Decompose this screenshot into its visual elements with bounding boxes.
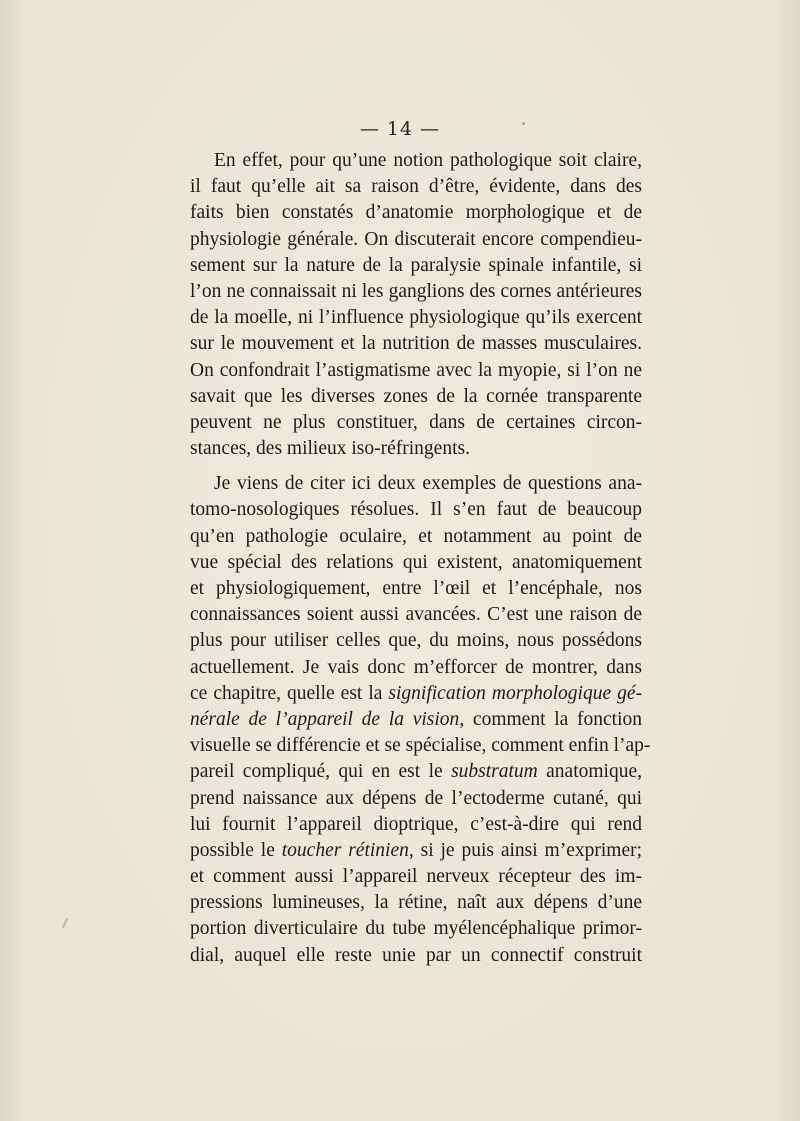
text-line: sur le mouvement et la nutrition de masses musculaires. xyxy=(190,333,642,355)
text-line: savait que les diverses zones de la cornée transparente xyxy=(190,385,642,407)
text-line: portion diverticulaire du tube myélencéphalique primor- xyxy=(190,918,642,940)
text-line: peuvent ne plus constituer, dans de certaines circon- xyxy=(190,411,642,433)
text-line: l’on ne connaissait ni les ganglions des cornes antérieures xyxy=(190,280,642,302)
text-run: anatomique, xyxy=(537,761,642,783)
text-line: sement sur la nature de la paralysie spinale infantile, si xyxy=(190,254,642,276)
text-line: plus pour utiliser celles que, du moins, nous possédons xyxy=(190,630,642,652)
text-line xyxy=(190,707,642,733)
text-line: faits bien constatés d’anatomie morphologique et de xyxy=(190,202,642,224)
text-line xyxy=(190,759,642,785)
text-line: dial, auquel elle reste unie par un connectif construit xyxy=(190,944,642,966)
text-line: prend naissance aux dépens de l’ectoderme cutané, qui xyxy=(190,787,642,809)
text-run: ce chapitre, quelle est la xyxy=(190,682,383,704)
text-line: et comment aussi l’appareil nerveux récepteur des im- xyxy=(190,866,642,888)
text-line: On confondrait l’astigmatisme avec la myopie, si l’on ne xyxy=(190,359,642,381)
text-line: En effet, pour qu’une notion pathologique soit claire, xyxy=(214,150,642,171)
text-line: et physiologiquement, entre l’œil et l’encéphale, nos xyxy=(190,578,642,599)
italic-term: substratum xyxy=(451,761,538,783)
text-line xyxy=(190,838,642,864)
body-text xyxy=(190,148,651,969)
text-run: possible le xyxy=(190,839,275,861)
text-line: il faut qu’elle ait sa raison d’être, évidente, dans des xyxy=(190,176,642,198)
text-run: , comment la fonction xyxy=(459,708,643,730)
text-line: de la moelle, ni l’influence physiologique qu’ils exercent xyxy=(190,307,642,329)
italic-term: signification morphologique gé- xyxy=(388,682,643,704)
text-line: physiologie générale. On discuterait encore compendieu- xyxy=(190,228,642,250)
text-line: actuellement. Je vais donc m’efforcer de montrer, dans xyxy=(190,656,642,678)
text-run: pareil compliqué, qui en est le xyxy=(190,761,443,783)
text-line: stances, des milieux iso-réfringents. xyxy=(190,438,470,460)
italic-term: toucher rétinien xyxy=(281,839,409,861)
text-line: lui fournit l’appareil dioptrique, c’est-à-dire qui rend xyxy=(190,813,642,835)
margin-mark xyxy=(62,918,68,928)
text-line: visuelle se différencie et se spécialise, comment enfin l’ap- xyxy=(190,735,651,757)
text-line: vue spécial des relations qui existent, anatomiquement xyxy=(190,551,642,573)
text-line xyxy=(190,681,642,707)
italic-term: nérale de l’appareil de la vision xyxy=(190,708,460,730)
page-number: — 14 — xyxy=(359,118,441,140)
text-line: tomo-nosologiques résolues. Il s’en faut de beaucoup xyxy=(190,499,642,521)
text-line: qu’en pathologie oculaire, et notamment au point de xyxy=(190,525,642,547)
text-line: connaissances soient aussi avancées. C’est une raison de xyxy=(190,604,642,626)
text-run: , si je puis ainsi m’exprimer; xyxy=(408,839,643,861)
text-line: Je viens de citer ici deux exemples de questions ana- xyxy=(214,473,642,495)
text-line: pressions lumineuses, la rétine, naît aux dépens d’une xyxy=(190,892,642,914)
